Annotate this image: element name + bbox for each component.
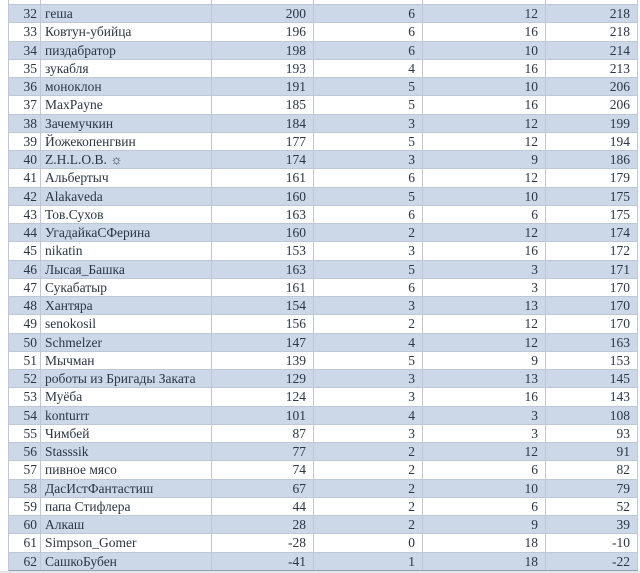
name-cell: пивное мясо: [41, 461, 212, 478]
table-row: [9, 534, 638, 552]
name-cell: Alakaveda: [41, 188, 212, 205]
table-row: [9, 242, 638, 260]
table-row: [9, 315, 638, 333]
table-row: [9, 553, 638, 571]
name-cell: Зачемучкин: [41, 115, 212, 132]
value-cell-3: 16: [423, 23, 546, 40]
value-cell-1: 163: [212, 206, 314, 223]
name-cell: Альбертыч: [41, 169, 212, 186]
table-row: [9, 297, 638, 315]
rank-cell: 54: [9, 407, 41, 424]
value-cell-2: 4: [314, 334, 423, 351]
value-cell-3: 12: [423, 115, 546, 132]
name-cell: Simpson_Gomer: [41, 534, 212, 551]
rank-cell: 59: [9, 498, 41, 515]
value-cell-4: 186: [546, 151, 638, 168]
table-row: [9, 407, 638, 425]
value-cell-2: 6: [314, 169, 423, 186]
table-row: [9, 78, 638, 96]
name-cell: Stasssik: [41, 443, 212, 460]
name-cell: Сукабатыр: [41, 279, 212, 296]
rank-cell: 41: [9, 169, 41, 186]
value-cell-2: 3: [314, 115, 423, 132]
value-cell-2: 3: [314, 370, 423, 387]
rank-cell: 55: [9, 425, 41, 442]
value-cell-3: 12: [423, 334, 546, 351]
value-cell-3: 16: [423, 242, 546, 259]
value-cell-1: 193: [212, 60, 314, 77]
value-cell-4: 39: [546, 516, 638, 533]
value-cell-4: 179: [546, 169, 638, 186]
value-cell-2: 4: [314, 60, 423, 77]
table-row: [9, 151, 638, 169]
name-cell: роботы из Бригады Заката: [41, 370, 212, 387]
rank-cell: 32: [9, 5, 41, 22]
value-cell-2: 5: [314, 133, 423, 150]
rank-cell: 53: [9, 388, 41, 405]
name-cell: Муёба: [41, 388, 212, 405]
value-cell-3: 12: [423, 315, 546, 332]
name-cell: senokosil: [41, 315, 212, 332]
name-cell: ДасИстФантастиш: [41, 480, 212, 497]
clipped-cell: [212, 0, 314, 4]
value-cell-2: 2: [314, 224, 423, 241]
value-cell-3: 18: [423, 534, 546, 551]
value-cell-2: 5: [314, 96, 423, 113]
rank-cell: 43: [9, 206, 41, 223]
value-cell-2: 6: [314, 5, 423, 22]
value-cell-3: 10: [423, 42, 546, 59]
clipped-cell: [423, 0, 546, 4]
value-cell-3: 16: [423, 60, 546, 77]
value-cell-3: 9: [423, 151, 546, 168]
ranking-table: [8, 0, 638, 571]
name-cell: Z.H.L.O.B. ☼: [41, 151, 212, 168]
table-row: [9, 224, 638, 242]
value-cell-1: 163: [212, 261, 314, 278]
name-cell: зукабля: [41, 60, 212, 77]
value-cell-2: 3: [314, 425, 423, 442]
clipped-cell: [9, 0, 41, 4]
value-cell-2: 2: [314, 516, 423, 533]
value-cell-4: 93: [546, 425, 638, 442]
name-cell: Чимбей: [41, 425, 212, 442]
value-cell-4: 175: [546, 188, 638, 205]
name-cell: УгадайкаСФерина: [41, 224, 212, 241]
name-cell: nikatin: [41, 242, 212, 259]
value-cell-4: 170: [546, 279, 638, 296]
value-cell-4: 143: [546, 388, 638, 405]
value-cell-1: 185: [212, 96, 314, 113]
rank-cell: 46: [9, 261, 41, 278]
value-cell-3: 10: [423, 188, 546, 205]
name-cell: Лысая_Башка: [41, 261, 212, 278]
value-cell-2: 2: [314, 461, 423, 478]
value-cell-2: 4: [314, 407, 423, 424]
value-cell-4: 218: [546, 23, 638, 40]
table-row: [9, 169, 638, 187]
name-cell: пиздабратор: [41, 42, 212, 59]
value-cell-3: 16: [423, 388, 546, 405]
value-cell-3: 3: [423, 425, 546, 442]
value-cell-3: 10: [423, 78, 546, 95]
value-cell-2: 2: [314, 443, 423, 460]
value-cell-2: 6: [314, 42, 423, 59]
value-cell-3: 3: [423, 261, 546, 278]
value-cell-2: 2: [314, 315, 423, 332]
clipped-cell: [546, 0, 638, 4]
name-cell: Schmelzer: [41, 334, 212, 351]
rank-cell: 39: [9, 133, 41, 150]
value-cell-3: 3: [423, 407, 546, 424]
name-cell: Ковтун-убийца: [41, 23, 212, 40]
table-row: [9, 461, 638, 479]
value-cell-3: 6: [423, 206, 546, 223]
value-cell-3: 3: [423, 279, 546, 296]
value-cell-1: 67: [212, 480, 314, 497]
value-cell-2: 6: [314, 206, 423, 223]
value-cell-1: 147: [212, 334, 314, 351]
rank-cell: 35: [9, 60, 41, 77]
value-cell-3: 6: [423, 498, 546, 515]
value-cell-1: 129: [212, 370, 314, 387]
value-cell-2: 6: [314, 279, 423, 296]
value-cell-1: -28: [212, 534, 314, 551]
rank-cell: 58: [9, 480, 41, 497]
value-cell-2: 3: [314, 297, 423, 314]
value-cell-1: 200: [212, 5, 314, 22]
name-cell: Хантяра: [41, 297, 212, 314]
value-cell-1: 154: [212, 297, 314, 314]
value-cell-1: 156: [212, 315, 314, 332]
value-cell-3: 13: [423, 370, 546, 387]
table-row: [9, 388, 638, 406]
value-cell-3: 12: [423, 443, 546, 460]
value-cell-4: 172: [546, 242, 638, 259]
value-cell-1: 191: [212, 78, 314, 95]
rank-cell: 49: [9, 315, 41, 332]
rank-cell: 47: [9, 279, 41, 296]
table-row: [9, 443, 638, 461]
table-row: [9, 516, 638, 534]
table-row: [9, 425, 638, 443]
table-body: [9, 5, 638, 571]
clipped-cell: [314, 0, 423, 4]
rank-cell: 40: [9, 151, 41, 168]
table-row: [9, 334, 638, 352]
table-row: [9, 261, 638, 279]
value-cell-3: 10: [423, 480, 546, 497]
value-cell-4: 170: [546, 297, 638, 314]
value-cell-1: 161: [212, 169, 314, 186]
value-cell-1: 101: [212, 407, 314, 424]
table-row: [9, 96, 638, 114]
value-cell-3: 12: [423, 224, 546, 241]
value-cell-1: 198: [212, 42, 314, 59]
value-cell-1: 124: [212, 388, 314, 405]
value-cell-1: 196: [212, 23, 314, 40]
table-row: [9, 133, 638, 151]
value-cell-2: 3: [314, 242, 423, 259]
value-cell-4: 145: [546, 370, 638, 387]
value-cell-4: 170: [546, 315, 638, 332]
value-cell-1: -41: [212, 553, 314, 570]
table-row: [9, 60, 638, 78]
value-cell-1: 28: [212, 516, 314, 533]
rank-cell: 33: [9, 23, 41, 40]
name-cell: Алкаш: [41, 516, 212, 533]
value-cell-4: 82: [546, 461, 638, 478]
value-cell-1: 184: [212, 115, 314, 132]
value-cell-4: 174: [546, 224, 638, 241]
rank-cell: 57: [9, 461, 41, 478]
name-cell: СашкоБубен: [41, 553, 212, 570]
value-cell-4: 194: [546, 133, 638, 150]
name-cell: Йожекопенгвин: [41, 133, 212, 150]
value-cell-1: 160: [212, 224, 314, 241]
table-row: [9, 498, 638, 516]
value-cell-1: 160: [212, 188, 314, 205]
rank-cell: 62: [9, 553, 41, 570]
rank-cell: 61: [9, 534, 41, 551]
name-cell: konturrr: [41, 407, 212, 424]
value-cell-1: 44: [212, 498, 314, 515]
value-cell-4: -22: [546, 553, 638, 570]
value-cell-1: 177: [212, 133, 314, 150]
rank-cell: 48: [9, 297, 41, 314]
table-row: [9, 279, 638, 297]
value-cell-2: 5: [314, 261, 423, 278]
value-cell-4: 79: [546, 480, 638, 497]
table-row: [9, 42, 638, 60]
value-cell-3: 12: [423, 133, 546, 150]
table-row: [9, 23, 638, 41]
rank-cell: 52: [9, 370, 41, 387]
value-cell-3: 18: [423, 553, 546, 570]
value-cell-2: 6: [314, 23, 423, 40]
name-cell: MaxPayne: [41, 96, 212, 113]
name-cell: папа Стифлера: [41, 498, 212, 515]
rank-cell: 60: [9, 516, 41, 533]
table-row: [9, 206, 638, 224]
value-cell-2: 1: [314, 553, 423, 570]
value-cell-4: -10: [546, 534, 638, 551]
name-cell: моноклон: [41, 78, 212, 95]
clipped-cell: [41, 0, 212, 4]
value-cell-3: 9: [423, 516, 546, 533]
value-cell-1: 174: [212, 151, 314, 168]
value-cell-2: 2: [314, 480, 423, 497]
value-cell-4: 199: [546, 115, 638, 132]
table-row: [9, 352, 638, 370]
name-cell: геша: [41, 5, 212, 22]
value-cell-4: 153: [546, 352, 638, 369]
value-cell-2: 5: [314, 352, 423, 369]
value-cell-3: 13: [423, 297, 546, 314]
value-cell-4: 214: [546, 42, 638, 59]
value-cell-1: 139: [212, 352, 314, 369]
value-cell-4: 91: [546, 443, 638, 460]
value-cell-2: 0: [314, 534, 423, 551]
rank-cell: 38: [9, 115, 41, 132]
rank-cell: 51: [9, 352, 41, 369]
rank-cell: 50: [9, 334, 41, 351]
table-row: [9, 5, 638, 23]
value-cell-3: 16: [423, 96, 546, 113]
rank-cell: 42: [9, 188, 41, 205]
value-cell-4: 175: [546, 206, 638, 223]
value-cell-2: 5: [314, 188, 423, 205]
name-cell: Тов.Сухов: [41, 206, 212, 223]
table-row: [9, 115, 638, 133]
value-cell-1: 74: [212, 461, 314, 478]
table-row: [9, 480, 638, 498]
value-cell-1: 153: [212, 242, 314, 259]
value-cell-2: 5: [314, 78, 423, 95]
value-cell-2: 3: [314, 388, 423, 405]
value-cell-1: 161: [212, 279, 314, 296]
table-row: [9, 370, 638, 388]
rank-cell: 44: [9, 224, 41, 241]
value-cell-3: 12: [423, 5, 546, 22]
value-cell-4: 206: [546, 96, 638, 113]
value-cell-4: 206: [546, 78, 638, 95]
table-row: [9, 188, 638, 206]
value-cell-1: 77: [212, 443, 314, 460]
value-cell-2: 2: [314, 498, 423, 515]
value-cell-3: 12: [423, 169, 546, 186]
value-cell-4: 171: [546, 261, 638, 278]
name-cell: Мычман: [41, 352, 212, 369]
rank-cell: 36: [9, 78, 41, 95]
value-cell-3: 9: [423, 352, 546, 369]
value-cell-2: 3: [314, 151, 423, 168]
rank-cell: 37: [9, 96, 41, 113]
rank-cell: 34: [9, 42, 41, 59]
value-cell-4: 213: [546, 60, 638, 77]
value-cell-1: 87: [212, 425, 314, 442]
value-cell-4: 163: [546, 334, 638, 351]
value-cell-3: 6: [423, 461, 546, 478]
value-cell-4: 108: [546, 407, 638, 424]
value-cell-4: 52: [546, 498, 638, 515]
rank-cell: 45: [9, 242, 41, 259]
rank-cell: 56: [9, 443, 41, 460]
value-cell-4: 218: [546, 5, 638, 22]
